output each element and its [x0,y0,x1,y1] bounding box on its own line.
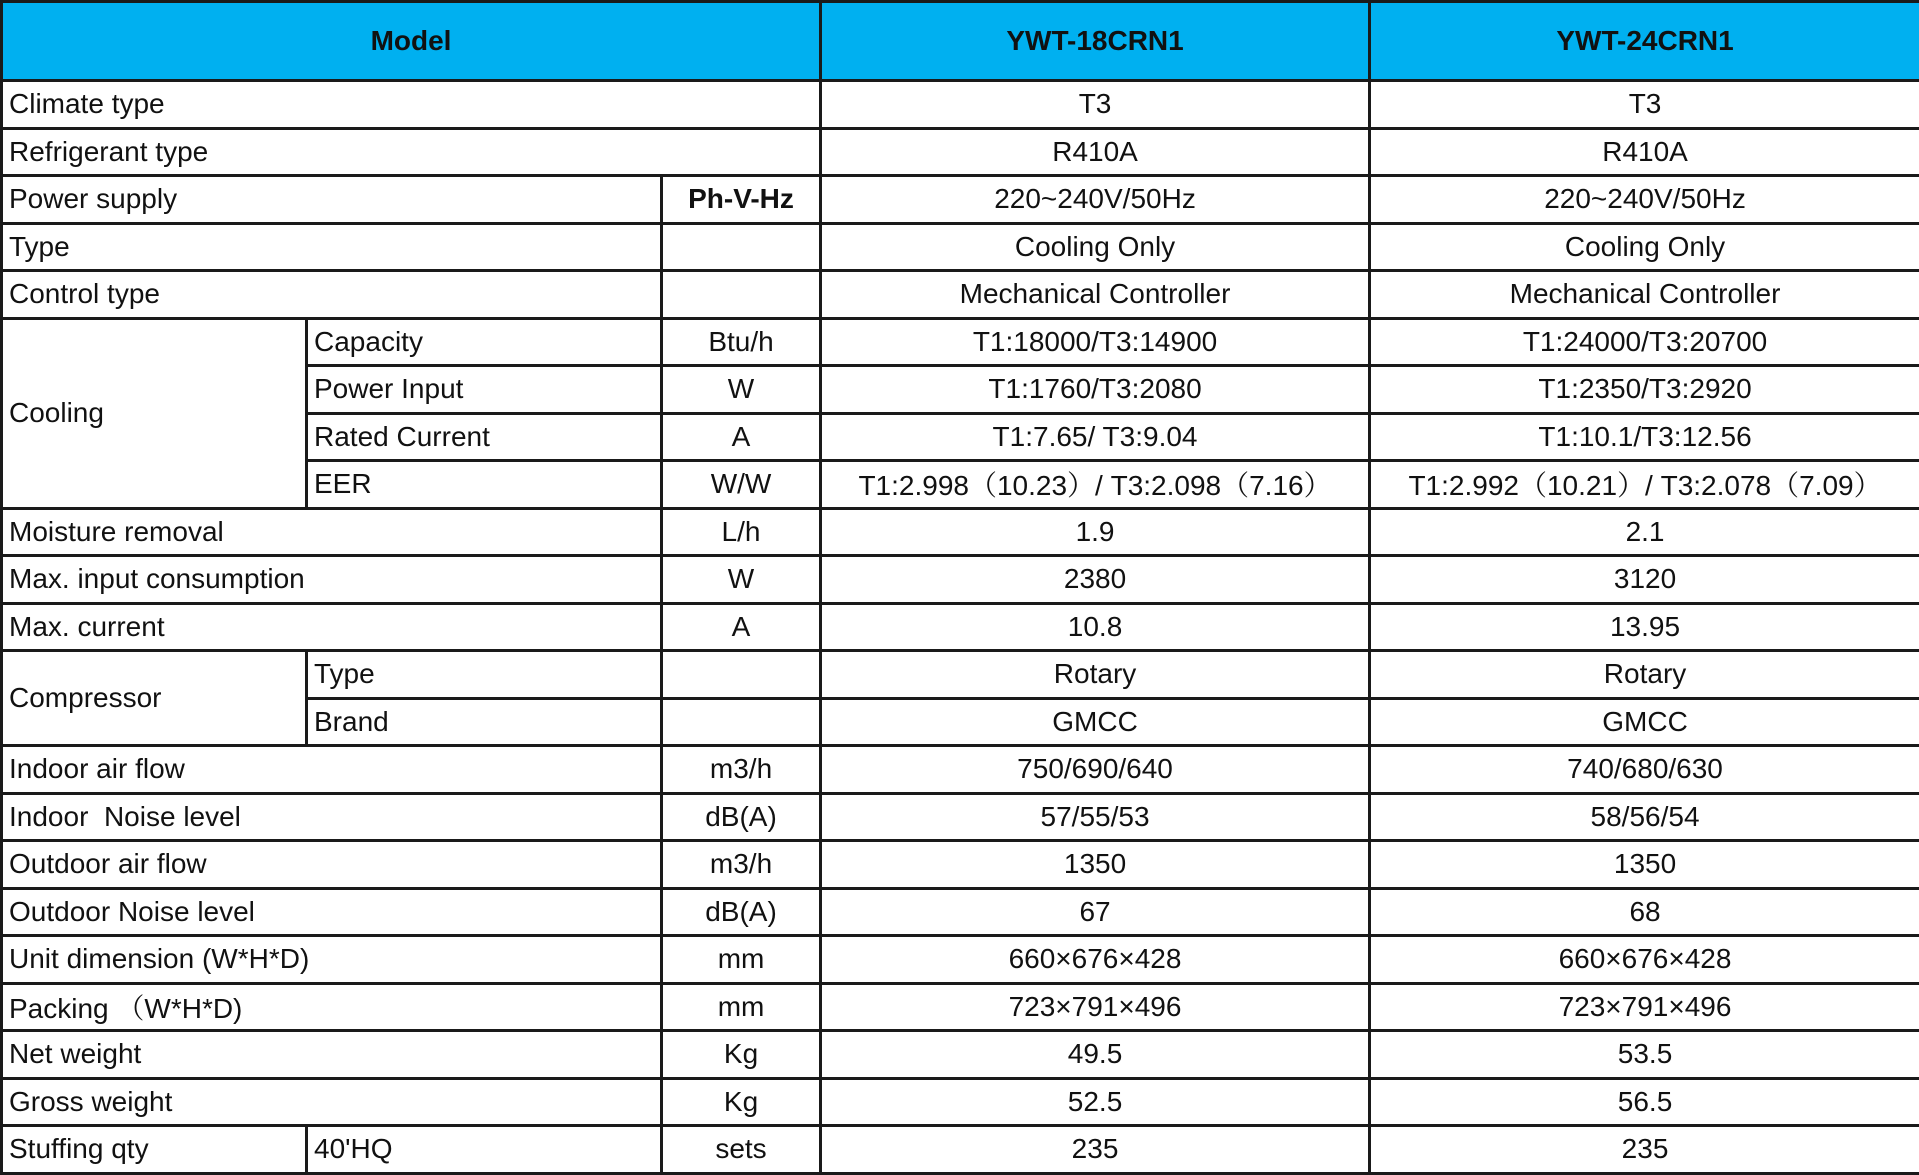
value-a: 1.9 [821,508,1370,556]
unit-cell: A [662,413,821,461]
row-label: Outdoor air flow [2,841,662,889]
value-b: Rotary [1370,651,1919,699]
sub-label: Rated Current [307,413,662,461]
row-label: Net weight [2,1031,662,1079]
value-b: T1:24000/T3:20700 [1370,318,1919,366]
value-a: 750/690/640 [821,746,1370,794]
sub-label: Type [307,651,662,699]
table-row [2,793,1919,841]
value-b: Mechanical Controller [1370,271,1919,319]
value-a: T1:2.998（10.23）/ T3:2.098（7.16） [821,461,1370,509]
table-row [2,983,1919,1031]
unit-cell [662,651,821,699]
table-row [2,271,1919,319]
table-row [2,936,1919,984]
value-b: Cooling Only [1370,223,1919,271]
table-row [2,651,1919,699]
table-row [2,318,1919,366]
value-a: T1:18000/T3:14900 [821,318,1370,366]
table-row [2,1031,1919,1079]
table-row [2,1126,1919,1174]
row-label: Outdoor Noise level [2,888,662,936]
unit-cell [662,271,821,319]
value-b: 723×791×496 [1370,983,1919,1031]
unit-cell: dB(A) [662,888,821,936]
unit-cell: mm [662,983,821,1031]
value-a: 67 [821,888,1370,936]
value-b: 740/680/630 [1370,746,1919,794]
unit-cell: m3/h [662,746,821,794]
unit-cell: L/h [662,508,821,556]
value-b: GMCC [1370,698,1919,746]
unit-cell: Btu/h [662,318,821,366]
table-row [2,888,1919,936]
value-a: Rotary [821,651,1370,699]
unit-cell [662,698,821,746]
row-label: Indoor Noise level [2,793,662,841]
value-a: 57/55/53 [821,793,1370,841]
row-label: Climate type [2,81,821,129]
unit-cell: Kg [662,1031,821,1079]
table-row [2,81,1919,129]
table-row [2,223,1919,271]
row-label: Moisture removal [2,508,662,556]
value-a: 52.5 [821,1078,1370,1126]
unit-cell: W/W [662,461,821,509]
row-label: Unit dimension (W*H*D) [2,936,662,984]
table-row [2,841,1919,889]
group-label-compressor: Compressor [2,651,307,746]
sub-label: Capacity [307,318,662,366]
model-header: Model [2,2,821,81]
value-a: Mechanical Controller [821,271,1370,319]
group-label-cooling: Cooling [2,318,307,508]
table-row [2,1078,1919,1126]
header-row [2,2,1919,81]
value-a: 723×791×496 [821,983,1370,1031]
sub-label: 40'HQ [307,1126,662,1174]
row-label: Max. current [2,603,662,651]
table-row [2,508,1919,556]
value-b: 660×676×428 [1370,936,1919,984]
value-a: 220~240V/50Hz [821,176,1370,224]
value-a: 660×676×428 [821,936,1370,984]
value-b: T3 [1370,81,1919,129]
unit-cell: W [662,366,821,414]
unit-cell: Ph-V-Hz [662,176,821,224]
value-a: 49.5 [821,1031,1370,1079]
unit-cell: m3/h [662,841,821,889]
model-a-header: YWT-18CRN1 [821,2,1370,81]
value-b: T1:2350/T3:2920 [1370,366,1919,414]
row-label: Gross weight [2,1078,662,1126]
value-a: Cooling Only [821,223,1370,271]
value-b: 220~240V/50Hz [1370,176,1919,224]
value-a: T1:1760/T3:2080 [821,366,1370,414]
table-row [2,746,1919,794]
value-a: R410A [821,128,1370,176]
row-label: Max. input consumption [2,556,662,604]
unit-cell: dB(A) [662,793,821,841]
row-label: Type [2,223,662,271]
table-row [2,556,1919,604]
value-a: 235 [821,1126,1370,1174]
row-label: Packing （W*H*D) [2,983,662,1031]
sub-label: Power Input [307,366,662,414]
value-a: GMCC [821,698,1370,746]
value-b: 2.1 [1370,508,1919,556]
unit-cell: Kg [662,1078,821,1126]
unit-cell: W [662,556,821,604]
value-b: 68 [1370,888,1919,936]
row-label: Refrigerant type [2,128,821,176]
value-b: 235 [1370,1126,1919,1174]
value-a: T3 [821,81,1370,129]
value-b: T1:10.1/T3:12.56 [1370,413,1919,461]
value-b: R410A [1370,128,1919,176]
row-label: Power supply [2,176,662,224]
sub-label: Brand [307,698,662,746]
model-b-header: YWT-24CRN1 [1370,2,1919,81]
row-label: Stuffing qty [2,1126,307,1174]
table-row [2,176,1919,224]
value-a: 2380 [821,556,1370,604]
value-b: 1350 [1370,841,1919,889]
unit-cell [662,223,821,271]
value-b: T1:2.992（10.21）/ T3:2.078（7.09） [1370,461,1919,509]
value-a: T1:7.65/ T3:9.04 [821,413,1370,461]
value-b: 13.95 [1370,603,1919,651]
unit-cell: A [662,603,821,651]
row-label: Indoor air flow [2,746,662,794]
value-a: 10.8 [821,603,1370,651]
value-b: 3120 [1370,556,1919,604]
table-row [2,603,1919,651]
value-b: 56.5 [1370,1078,1919,1126]
value-b: 53.5 [1370,1031,1919,1079]
sub-label: EER [307,461,662,509]
value-b: 58/56/54 [1370,793,1919,841]
table-row [2,128,1919,176]
unit-cell: mm [662,936,821,984]
unit-cell: sets [662,1126,821,1174]
value-a: 1350 [821,841,1370,889]
row-label: Control type [2,271,662,319]
